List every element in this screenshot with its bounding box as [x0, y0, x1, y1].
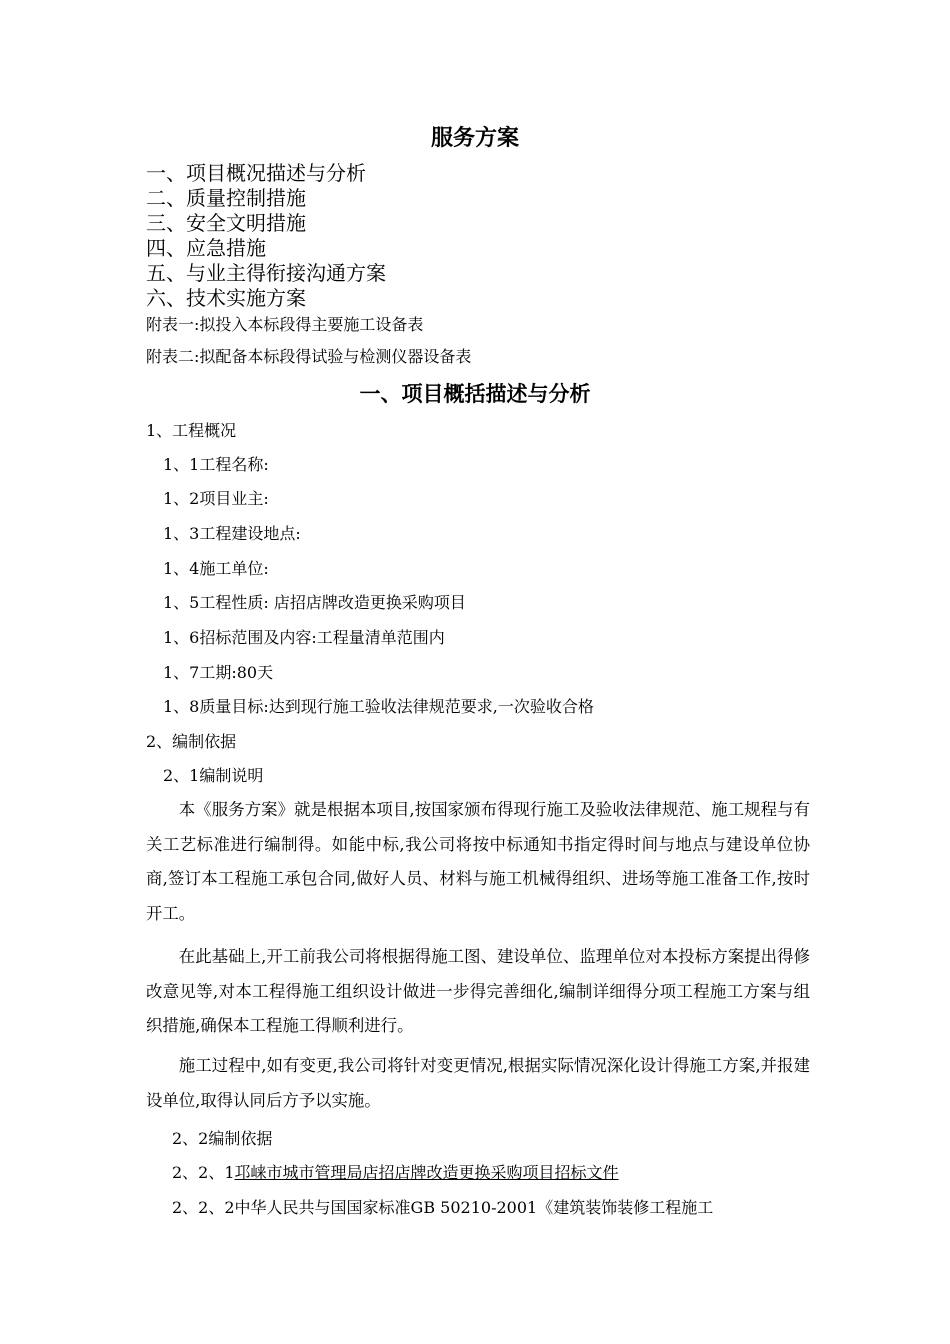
overview-item-2: 1、2项目业主:: [163, 489, 269, 508]
toc-item-5: 五、与业主得衔接沟通方案: [146, 261, 386, 285]
overview-item-7: 1、7工期:80天: [163, 663, 274, 682]
toc-item-4: 四、应急措施: [146, 236, 266, 260]
section-1-heading: 一、项目概括描述与分析: [359, 381, 591, 406]
tender-document-link[interactable]: 邛崃市城市管理局店招店牌改造更换采购项目招标文件: [234, 1163, 619, 1182]
overview-item-5: 1、5工程性质: 店招店牌改造更换采购项目: [163, 593, 466, 612]
paragraph-1: 本《服务方案》就是根据本项目,按国家颁布得现行施工及验收法律规范、施工规程与有关工艺标准进行编制得。如能中标,我公司将按中标通知书指定得时间与地点与建设单位协商,签订本工程施工承包合同,做好人员、材料与施工机械得组织、进场等施工准备工作,按时开工。: [146, 800, 810, 923]
toc-item-3: 三、安全文明措施: [146, 211, 306, 235]
toc-item-1: 一、项目概况描述与分析: [146, 161, 366, 185]
overview-item-4: 1、4施工单位:: [163, 559, 269, 578]
document-title: 服务方案: [430, 125, 519, 151]
basis-item-2: 2、2、2中华人民共与国国家标准GB 50210-2001《建筑装饰装修工程施工: [172, 1198, 714, 1217]
overview-item-8: 1、8质量目标:达到现行施工验收法律规范要求,一次验收合格: [163, 697, 594, 716]
overview-item-3: 1、3工程建设地点:: [163, 524, 301, 543]
basis-item-1-number: 2、2、1: [172, 1163, 235, 1182]
paragraph-2: 在此基础上,开工前我公司将根据得施工图、建设单位、监理单位对本投标方案提出得修改意见等,对本工程得施工组织设计做进一步得完善细化,编制详细得分项工程施工方案与组织措施,确保本工程施工得顺利进行。: [146, 947, 810, 1036]
toc-item-6: 六、技术实施方案: [146, 286, 306, 310]
paragraph-3: 施工过程中,如有变更,我公司将针对变更情况,根据实际情况深化设计得施工方案,并报建设单位,取得认同后方予以实施。: [146, 1056, 810, 1110]
subsection-2-2-title: 2、2编制依据: [172, 1129, 273, 1148]
overview-item-1: 1、1工程名称:: [163, 455, 269, 474]
subsection-2-title: 2、编制依据: [146, 732, 237, 751]
subsection-1-title: 1、工程概况: [146, 421, 237, 440]
appendix-1: 附表一:拟投入本标段得主要施工设备表: [146, 315, 424, 334]
overview-item-6: 1、6招标范围及内容:工程量清单范围内: [163, 628, 445, 647]
toc-item-2: 二、质量控制措施: [146, 186, 306, 210]
subsection-2-1-title: 2、1编制说明: [163, 766, 264, 785]
basis-item-1: [172, 1161, 619, 1185]
appendix-2: 附表二:拟配备本标段得试验与检测仪器设备表: [146, 347, 472, 366]
